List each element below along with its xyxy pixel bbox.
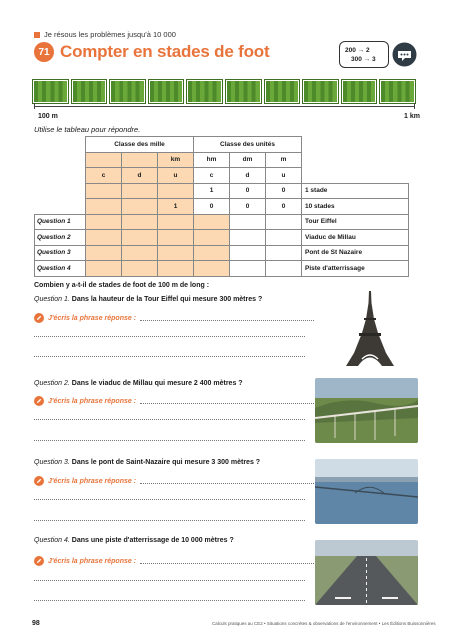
- row-result: Tour Eiffel: [302, 214, 409, 230]
- footer-text: Calculs pratiques au CE2 • Situations concrètes & observations de l'environnement • Les Éditions Buissonnières: [212, 621, 436, 626]
- digit-header: c: [86, 168, 122, 184]
- saint-nazaire-bridge-image: [315, 459, 418, 524]
- football-field-image: [33, 80, 68, 103]
- scale-tick: [414, 103, 415, 109]
- table-row: [35, 214, 409, 230]
- answer-line[interactable]: [34, 520, 305, 521]
- answer-line[interactable]: [34, 419, 305, 420]
- question-text: Dans une piste d'atterrissage de 10 000 mètres ?: [71, 537, 234, 544]
- prompt: Combien y a-t-il de stades de foot de 100 m de long :: [34, 282, 210, 289]
- table-row: [35, 183, 409, 199]
- eiffel-tower-image: [340, 289, 400, 367]
- instruction: Utilise le tableau pour répondre.: [34, 125, 141, 134]
- table-cell: [122, 199, 158, 215]
- digit-header: c: [194, 168, 230, 184]
- answer-line[interactable]: [34, 356, 305, 357]
- answer-label-text: J'écris la phrase réponse :: [48, 557, 137, 565]
- football-field-image: [226, 80, 261, 103]
- table-row: [35, 261, 409, 277]
- answer-line[interactable]: [34, 499, 305, 500]
- answer-label-text: J'écris la phrase réponse :: [48, 397, 137, 405]
- question-label: Question 3.: [34, 459, 70, 466]
- speech-bubble-icon: [392, 42, 417, 67]
- question-text: Dans la hauteur de la Tour Eiffel qui mesure 300 mètres ?: [71, 296, 263, 303]
- page-title: Compter en stades de foot: [60, 42, 270, 61]
- digit-header: u: [266, 168, 302, 184]
- section-square-icon: [34, 32, 40, 38]
- row-result: Piste d'atterrissage: [302, 261, 409, 277]
- class-header-unites: Classe des unités: [194, 137, 302, 153]
- unit-header: m: [266, 152, 302, 168]
- table-cell: 0: [230, 199, 266, 215]
- digit-header: u: [158, 168, 194, 184]
- scale-tick: [34, 103, 35, 109]
- football-field-image: [303, 80, 338, 103]
- answer-line[interactable]: [34, 336, 305, 337]
- football-field-image: [110, 80, 145, 103]
- title-row: [34, 42, 269, 62]
- question-4: [34, 537, 234, 544]
- conversion-line-2: 300 → 3: [351, 55, 376, 63]
- football-field-image: [187, 80, 222, 103]
- table-cell: [86, 183, 122, 199]
- answer-label-text: J'écris la phrase réponse :: [48, 314, 137, 322]
- answer-line[interactable]: [34, 440, 305, 441]
- table-cell: 0: [230, 183, 266, 199]
- table-cell: 0: [266, 199, 302, 215]
- question-row-label: Question 4: [35, 261, 86, 277]
- question-row-label: Question 2: [35, 230, 86, 246]
- table-row: [35, 199, 409, 215]
- football-field-image: [265, 80, 300, 103]
- answer-field-1[interactable]: [34, 313, 314, 323]
- answer-field-4[interactable]: [34, 556, 314, 566]
- airport-runway-image: [315, 540, 418, 605]
- section-label: Je résous les problèmes jusqu'à 10 000: [44, 30, 176, 39]
- table-row: [35, 245, 409, 261]
- football-field-image: [72, 80, 107, 103]
- answer-field-3[interactable]: [34, 476, 314, 486]
- table-cell: 0: [266, 183, 302, 199]
- question-3: [34, 459, 260, 466]
- football-field-image: [380, 80, 415, 103]
- football-field-image: [342, 80, 377, 103]
- class-header-mille: Classe des mille: [86, 137, 194, 153]
- digit-header: d: [230, 168, 266, 184]
- millau-viaduct-image: [315, 378, 418, 443]
- table-cell: 0: [194, 199, 230, 215]
- question-label: Question 1.: [34, 296, 70, 303]
- scale-end-label: 1 km: [404, 113, 420, 120]
- question-2: [34, 380, 243, 387]
- question-label: Question 4.: [34, 537, 70, 544]
- question-label: Question 2.: [34, 380, 70, 387]
- pencil-icon: [34, 556, 44, 566]
- answer-label-text: J'écris la phrase réponse :: [48, 477, 137, 485]
- pencil-icon: [34, 396, 44, 406]
- question-text: Dans le viaduc de Millau qui mesure 2 400 mètres ?: [71, 380, 243, 387]
- answer-line[interactable]: [34, 580, 305, 581]
- conversion-line-1: 200 → 2: [345, 46, 370, 54]
- unit-header: dm: [230, 152, 266, 168]
- question-1: [34, 296, 262, 303]
- question-row-label: Question 3: [35, 245, 86, 261]
- digit-header: d: [122, 168, 158, 184]
- page-number: 98: [32, 620, 40, 627]
- unit-header: km: [158, 152, 194, 168]
- table-cell: [158, 183, 194, 199]
- pencil-icon: [34, 313, 44, 323]
- row-result: Viaduc de Millau: [302, 230, 409, 246]
- answer-field-2[interactable]: [34, 396, 314, 406]
- pencil-icon: [34, 476, 44, 486]
- scale-line: [34, 106, 415, 107]
- football-field-image: [149, 80, 184, 103]
- unit-header: hm: [194, 152, 230, 168]
- conversion-box: [339, 41, 389, 68]
- row-result: 1 stade: [302, 183, 409, 199]
- table-cell: 1: [194, 183, 230, 199]
- question-text: Dans le pont de Saint-Nazaire qui mesure 3 300 mètres ?: [71, 459, 261, 466]
- table-row: [35, 230, 409, 246]
- table-cell: [86, 199, 122, 215]
- table-cell: 1: [158, 199, 194, 215]
- place-value-table: [34, 136, 409, 277]
- scale-start-label: 100 m: [38, 113, 58, 120]
- row-result: 10 stades: [302, 199, 409, 215]
- row-result: Pont de St Nazaire: [302, 245, 409, 261]
- football-fields-strip: [33, 80, 415, 103]
- section-tag: [34, 30, 176, 39]
- exercise-number-badge: 71: [34, 42, 54, 62]
- table-cell: [122, 183, 158, 199]
- answer-line[interactable]: [34, 600, 305, 601]
- question-row-label: Question 1: [35, 214, 86, 230]
